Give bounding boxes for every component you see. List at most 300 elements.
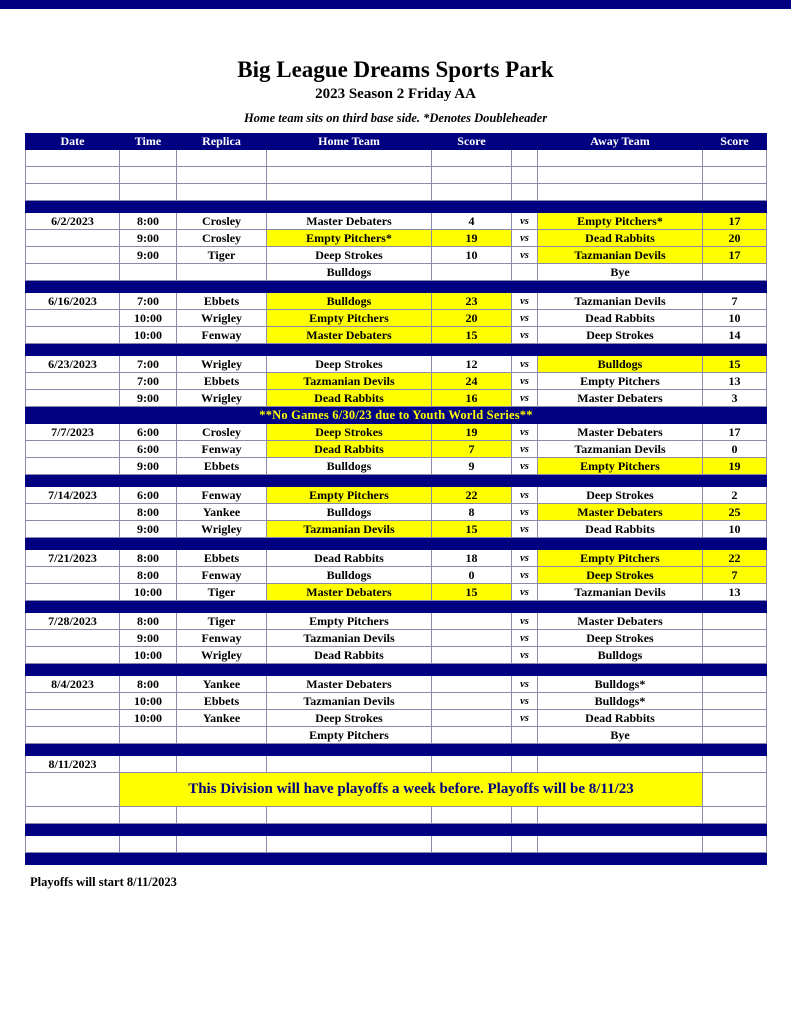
schedule-row [26, 630, 767, 647]
away-score-cell [703, 630, 767, 647]
time-cell [120, 167, 177, 184]
bye-row [26, 727, 767, 744]
schedule-row [26, 230, 767, 247]
away-team-cell: Empty Pitchers [538, 458, 703, 475]
home-score-cell [432, 836, 512, 853]
schedule-row [26, 293, 767, 310]
replica-cell: Fenway [177, 487, 267, 504]
date-cell [26, 310, 120, 327]
vs-label: vs [512, 441, 538, 458]
away-team-cell: Empty Pitchers [538, 550, 703, 567]
away-score-cell: 3 [703, 390, 767, 407]
separator-row [26, 538, 767, 550]
away-team-cell: Tazmanian Devils [538, 441, 703, 458]
away-score-cell: 10 [703, 521, 767, 538]
playoffs-footer-note: Playoffs will start 8/11/2023 [30, 875, 177, 890]
home-score-cell [432, 693, 512, 710]
separator-bar [26, 281, 767, 293]
schedule-row [26, 676, 767, 693]
replica-cell: Wrigley [177, 521, 267, 538]
separator-bar [26, 344, 767, 356]
separator-bar [26, 664, 767, 676]
schedule-row [26, 710, 767, 727]
playoff-banner-row [26, 773, 767, 807]
home-score-cell: 9 [432, 458, 512, 475]
time-cell [120, 836, 177, 853]
date-cell [26, 836, 120, 853]
away-team-cell: Empty Pitchers* [538, 213, 703, 230]
separator-row [26, 281, 767, 293]
column-header-home-team: Home Team [267, 134, 432, 150]
vs-label: vs [512, 550, 538, 567]
replica-cell: Ebbets [177, 373, 267, 390]
vs-label [512, 756, 538, 773]
away-team-cell: Dead Rabbits [538, 310, 703, 327]
away-score-cell: 22 [703, 550, 767, 567]
vs-label: vs [512, 521, 538, 538]
time-cell: 8:00 [120, 213, 177, 230]
away-team-cell [538, 756, 703, 773]
date-cell [26, 247, 120, 264]
home-team-cell: Bulldogs [267, 567, 432, 584]
away-score-cell [703, 184, 767, 201]
date-cell [26, 807, 120, 824]
replica-cell: Wrigley [177, 356, 267, 373]
home-score-cell [432, 807, 512, 824]
away-score-cell: 10 [703, 310, 767, 327]
date-cell [26, 773, 120, 807]
schedule-row [26, 613, 767, 630]
away-team-cell: Deep Strokes [538, 327, 703, 344]
home-team-cell: Dead Rabbits [267, 441, 432, 458]
vs-label: vs [512, 613, 538, 630]
schedule-table [25, 133, 767, 865]
time-cell: 9:00 [120, 247, 177, 264]
replica-cell: Fenway [177, 327, 267, 344]
separator-bar [26, 853, 767, 865]
time-cell: 9:00 [120, 390, 177, 407]
away-score-cell: 14 [703, 327, 767, 344]
vs-label: vs [512, 373, 538, 390]
time-cell: 9:00 [120, 630, 177, 647]
vs-label [512, 727, 538, 744]
time-cell: 6:00 [120, 441, 177, 458]
date-cell [26, 458, 120, 475]
away-team-cell: Deep Strokes [538, 567, 703, 584]
home-score-cell: 15 [432, 584, 512, 601]
schedule-table-header [26, 134, 767, 150]
schedule-row [26, 521, 767, 538]
home-score-cell: 4 [432, 213, 512, 230]
away-team-cell: Dead Rabbits [538, 521, 703, 538]
away-score-cell: 7 [703, 293, 767, 310]
away-score-cell: 17 [703, 213, 767, 230]
time-cell [120, 264, 177, 281]
time-cell: 7:00 [120, 373, 177, 390]
home-team-note: Home team sits on third base side. *Denotes Doubleheader [243, 111, 548, 126]
home-team-cell: Bulldogs [267, 293, 432, 310]
replica-cell: Yankee [177, 504, 267, 521]
vs-label: vs [512, 390, 538, 407]
separator-row [26, 601, 767, 613]
home-score-cell [432, 647, 512, 664]
time-cell [120, 727, 177, 744]
time-cell: 10:00 [120, 647, 177, 664]
home-team-cell [267, 184, 432, 201]
home-score-cell: 19 [432, 230, 512, 247]
date-cell: 6/23/2023 [26, 356, 120, 373]
away-score-cell: 2 [703, 487, 767, 504]
away-team-cell: Empty Pitchers [538, 373, 703, 390]
replica-cell: Crosley [177, 424, 267, 441]
date-cell: 6/2/2023 [26, 213, 120, 230]
date-cell [26, 390, 120, 407]
date-cell [26, 504, 120, 521]
away-score-cell [703, 756, 767, 773]
vs-label [512, 184, 538, 201]
away-score-cell [703, 167, 767, 184]
schedule-row [26, 310, 767, 327]
replica-cell: Tiger [177, 584, 267, 601]
time-cell: 8:00 [120, 676, 177, 693]
schedule-row [26, 327, 767, 344]
home-team-cell: Tazmanian Devils [267, 630, 432, 647]
blank-row [26, 756, 767, 773]
away-score-cell: 20 [703, 230, 767, 247]
home-score-cell: 15 [432, 521, 512, 538]
home-score-cell [432, 264, 512, 281]
time-cell: 9:00 [120, 230, 177, 247]
away-score-cell [703, 647, 767, 664]
time-cell [120, 150, 177, 167]
date-cell: 7/28/2023 [26, 613, 120, 630]
away-score-cell: 17 [703, 247, 767, 264]
away-team-cell: Deep Strokes [538, 630, 703, 647]
home-score-cell: 20 [432, 310, 512, 327]
vs-label: vs [512, 293, 538, 310]
vs-label [512, 150, 538, 167]
schedule-row [26, 247, 767, 264]
away-team-cell: Dead Rabbits [538, 710, 703, 727]
schedule-row [26, 390, 767, 407]
home-team-cell: Tazmanian Devils [267, 521, 432, 538]
replica-cell [177, 167, 267, 184]
home-score-cell: 8 [432, 504, 512, 521]
page-top-bar [0, 0, 791, 9]
replica-cell [177, 756, 267, 773]
replica-cell [177, 836, 267, 853]
schedule-row [26, 693, 767, 710]
away-score-cell: 13 [703, 584, 767, 601]
vs-label: vs [512, 630, 538, 647]
date-cell [26, 647, 120, 664]
away-score-cell: 17 [703, 424, 767, 441]
separator-bar [26, 475, 767, 487]
home-score-cell: 15 [432, 327, 512, 344]
vs-label: vs [512, 710, 538, 727]
date-cell [26, 150, 120, 167]
separator-bar [26, 538, 767, 550]
home-score-cell: 12 [432, 356, 512, 373]
date-cell: 8/11/2023 [26, 756, 120, 773]
home-team-cell [267, 150, 432, 167]
vs-label: vs [512, 424, 538, 441]
away-score-cell: 7 [703, 567, 767, 584]
away-score-cell: 13 [703, 373, 767, 390]
replica-cell: Tiger [177, 247, 267, 264]
time-cell: 7:00 [120, 293, 177, 310]
home-team-cell: Dead Rabbits [267, 390, 432, 407]
time-cell [120, 184, 177, 201]
away-team-cell: Bulldogs* [538, 676, 703, 693]
home-team-cell: Deep Strokes [267, 356, 432, 373]
date-cell [26, 584, 120, 601]
schedule-row [26, 584, 767, 601]
replica-cell: Ebbets [177, 458, 267, 475]
column-header-vs [512, 134, 538, 150]
schedule-row [26, 550, 767, 567]
separator-bar [26, 824, 767, 836]
time-cell: 8:00 [120, 613, 177, 630]
home-score-cell: 24 [432, 373, 512, 390]
vs-label: vs [512, 356, 538, 373]
replica-cell: Tiger [177, 613, 267, 630]
away-team-cell: Tazmanian Devils [538, 247, 703, 264]
time-cell: 8:00 [120, 504, 177, 521]
vs-label: vs [512, 247, 538, 264]
away-team-cell [538, 184, 703, 201]
replica-cell: Wrigley [177, 310, 267, 327]
home-score-cell [432, 613, 512, 630]
time-cell: 9:00 [120, 458, 177, 475]
playoff-banner-text: This Division will have playoffs a week before. Playoffs will be 8/11/23 [120, 773, 703, 807]
vs-label: vs [512, 230, 538, 247]
vs-label [512, 264, 538, 281]
date-cell: 7/7/2023 [26, 424, 120, 441]
home-team-cell: Bulldogs [267, 458, 432, 475]
schedule-row [26, 424, 767, 441]
vs-label [512, 167, 538, 184]
away-team-cell: Bye [538, 727, 703, 744]
separator-row [26, 824, 767, 836]
away-team-cell: Bulldogs* [538, 693, 703, 710]
home-team-cell: Dead Rabbits [267, 647, 432, 664]
home-score-cell: 10 [432, 247, 512, 264]
blank-row [26, 184, 767, 201]
time-cell: 9:00 [120, 521, 177, 538]
schedule-row [26, 458, 767, 475]
time-cell [120, 807, 177, 824]
away-score-cell: 19 [703, 458, 767, 475]
date-cell: 8/4/2023 [26, 676, 120, 693]
column-header-replica: Replica [177, 134, 267, 150]
date-cell [26, 264, 120, 281]
no-games-notice: **No Games 6/30/23 due to Youth World Series** [26, 407, 767, 424]
home-score-cell [432, 150, 512, 167]
away-score-cell [703, 264, 767, 281]
vs-label: vs [512, 213, 538, 230]
time-cell: 10:00 [120, 584, 177, 601]
page-title: Big League Dreams Sports Park [237, 57, 554, 82]
away-team-cell: Bulldogs [538, 356, 703, 373]
date-cell [26, 567, 120, 584]
away-team-cell: Deep Strokes [538, 487, 703, 504]
blank-row [26, 167, 767, 184]
home-team-cell: Empty Pitchers [267, 310, 432, 327]
vs-label: vs [512, 693, 538, 710]
home-score-cell [432, 756, 512, 773]
date-cell [26, 441, 120, 458]
blank-row [26, 807, 767, 824]
home-team-cell: Empty Pitchers* [267, 230, 432, 247]
separator-bar [26, 744, 767, 756]
replica-cell: Wrigley [177, 390, 267, 407]
away-score-cell [703, 693, 767, 710]
schedule-row [26, 567, 767, 584]
replica-cell [177, 184, 267, 201]
home-score-cell: 22 [432, 487, 512, 504]
away-team-cell: Master Debaters [538, 390, 703, 407]
away-score-cell [703, 727, 767, 744]
schedule-row [26, 504, 767, 521]
time-cell: 8:00 [120, 550, 177, 567]
home-team-cell [267, 836, 432, 853]
replica-cell: Fenway [177, 567, 267, 584]
time-cell: 10:00 [120, 310, 177, 327]
time-cell: 10:00 [120, 327, 177, 344]
replica-cell: Fenway [177, 441, 267, 458]
separator-bar [26, 201, 767, 213]
home-team-cell: Master Debaters [267, 584, 432, 601]
away-team-cell: Bulldogs [538, 647, 703, 664]
home-team-cell: Bulldogs [267, 504, 432, 521]
home-score-cell [432, 167, 512, 184]
replica-cell: Crosley [177, 213, 267, 230]
separator-row [26, 744, 767, 756]
schedule-row [26, 373, 767, 390]
away-team-cell: Tazmanian Devils [538, 293, 703, 310]
schedule-table-body [26, 150, 767, 865]
replica-cell [177, 807, 267, 824]
replica-cell [177, 727, 267, 744]
replica-cell: Yankee [177, 676, 267, 693]
column-header-home-score: Score [432, 134, 512, 150]
separator-row [26, 853, 767, 865]
replica-cell: Wrigley [177, 647, 267, 664]
away-score-cell [703, 710, 767, 727]
home-score-cell: 0 [432, 567, 512, 584]
time-cell: 10:00 [120, 693, 177, 710]
home-score-cell [432, 710, 512, 727]
home-team-cell: Dead Rabbits [267, 550, 432, 567]
home-team-cell: Master Debaters [267, 676, 432, 693]
separator-row [26, 664, 767, 676]
no-games-notice-row [26, 407, 767, 424]
home-score-cell: 16 [432, 390, 512, 407]
away-score-cell [703, 676, 767, 693]
home-score-cell [432, 727, 512, 744]
home-team-cell: Deep Strokes [267, 710, 432, 727]
date-cell [26, 727, 120, 744]
time-cell: 8:00 [120, 567, 177, 584]
schedule-row [26, 647, 767, 664]
replica-cell: Ebbets [177, 550, 267, 567]
vs-label: vs [512, 676, 538, 693]
date-cell [26, 693, 120, 710]
home-score-cell: 19 [432, 424, 512, 441]
column-header-away-team: Away Team [538, 134, 703, 150]
away-team-cell: Bye [538, 264, 703, 281]
away-team-cell [538, 836, 703, 853]
home-team-cell [267, 807, 432, 824]
bye-row [26, 264, 767, 281]
column-header-away-score: Score [703, 134, 767, 150]
schedule-row [26, 356, 767, 373]
replica-cell: Crosley [177, 230, 267, 247]
replica-cell: Ebbets [177, 693, 267, 710]
away-score-cell [703, 807, 767, 824]
vs-label: vs [512, 647, 538, 664]
away-score-cell: 25 [703, 504, 767, 521]
replica-cell: Ebbets [177, 293, 267, 310]
date-cell: 7/14/2023 [26, 487, 120, 504]
home-team-cell: Master Debaters [267, 213, 432, 230]
away-team-cell: Tazmanian Devils [538, 584, 703, 601]
time-cell: 10:00 [120, 710, 177, 727]
away-score-cell [703, 150, 767, 167]
home-team-cell: Bulldogs [267, 264, 432, 281]
schedule-row [26, 213, 767, 230]
time-cell: 7:00 [120, 356, 177, 373]
home-team-cell [267, 167, 432, 184]
column-header-date: Date [26, 134, 120, 150]
home-team-cell: Empty Pitchers [267, 487, 432, 504]
home-team-cell: Deep Strokes [267, 247, 432, 264]
separator-row [26, 344, 767, 356]
away-team-cell: Master Debaters [538, 424, 703, 441]
home-team-cell [267, 756, 432, 773]
away-score-cell [703, 836, 767, 853]
date-cell [26, 710, 120, 727]
date-cell [26, 630, 120, 647]
away-score-cell: 0 [703, 441, 767, 458]
away-team-cell [538, 807, 703, 824]
home-team-cell: Empty Pitchers [267, 613, 432, 630]
away-team-cell: Master Debaters [538, 504, 703, 521]
vs-label: vs [512, 458, 538, 475]
date-cell: 7/21/2023 [26, 550, 120, 567]
away-score-cell [703, 613, 767, 630]
blank-row [26, 836, 767, 853]
vs-label [512, 836, 538, 853]
replica-cell: Fenway [177, 630, 267, 647]
away-score-cell [703, 773, 767, 807]
home-score-cell: 18 [432, 550, 512, 567]
date-cell [26, 327, 120, 344]
home-score-cell: 7 [432, 441, 512, 458]
away-team-cell [538, 167, 703, 184]
vs-label: vs [512, 487, 538, 504]
date-cell: 6/16/2023 [26, 293, 120, 310]
vs-label: vs [512, 504, 538, 521]
vs-label [512, 807, 538, 824]
vs-label: vs [512, 310, 538, 327]
date-cell [26, 373, 120, 390]
replica-cell: Yankee [177, 710, 267, 727]
replica-cell [177, 264, 267, 281]
time-cell [120, 756, 177, 773]
vs-label: vs [512, 327, 538, 344]
